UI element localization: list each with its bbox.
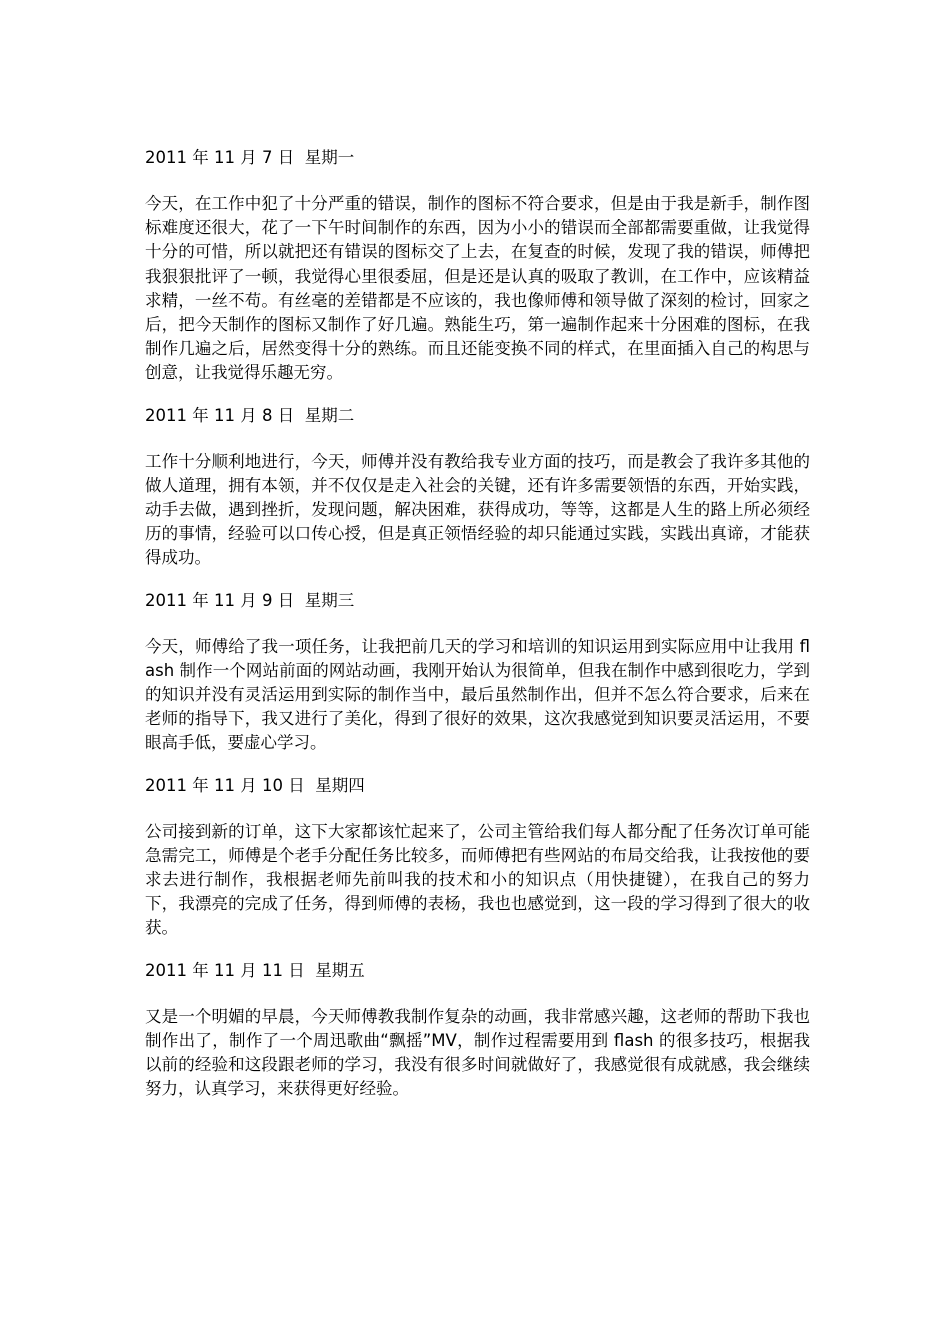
diary-entry-5: [145, 959, 810, 1102]
entry-text: 又是一个明媚的早晨，今天师傅教我制作复杂的动画，我非常感兴趣，这老师的帮助下我也制作出了，制作了一个周迅歌曲“飘摇”MV，制作过程需要用到 flash 的很多技巧，根据我以前的经验和这段跟老师的学习，我没有很多时间就做好了，我感觉很有成就感，我会继续努力，认真学习，来获得更好经验。: [145, 1006, 810, 1099]
entry-text: 今天，在工作中犯了十分严重的错误，制作的图标不符合要求，但是由于我是新手，制作图标难度还很大，花了一下午时间制作的东西，因为小小的错误而全部都需要重做，让我觉得十分的可惜，所以就把还有错误的图标交了上去，在复查的时候，发现了我的错误，师傅把我狠狠批评了一顿，我觉得心里很委屈，但是还是认真的吸取了教训，在工作中，应该精益求精，一丝不苟。有丝毫的差错都是不应该的，我也像师傅和领导做了深刻的检讨，回家之后，把今天制作的图标又制作了好几遍。熟能生巧，第一遍制作起来十分困难的图标，在我制作几遍之后，居然变得十分的熟练。而且还能变换不同的样式，在里面插入自己的构思与创意，让我觉得乐趣无穷。: [145, 194, 810, 383]
entry-date: 2011 年 11 月 7 日 星期一: [145, 148, 355, 167]
entry-date: 2011 年 11 月 9 日 星期三: [145, 590, 355, 610]
entry-text: 今天，师傅给了我一项任务，让我把前几天的学习和培训的知识运用到实际应用中让我用 flash 制作一个网站前面的网站动画，我刚开始认为很简单，但我在制作中感到很吃力，学到的知识并没有灵活运用到实际的制作当中，最后虽然制作出，但并不怎么符合要求，后来在老师的指导下，我又进行了美化，得到了很好的效果，这次我感觉到知识要灵活运用，不要眼高手低，要虚心学习。: [145, 636, 810, 753]
entry-date: 2011 年 11 月 8 日 星期二: [145, 405, 355, 425]
entry-text: 公司接到新的订单，这下大家都该忙起来了，公司主管给我们每人都分配了任务次订单可能急需完工，师傅是个老手分配任务比较多，而师傅把有些网站的布局交给我，让我按他的要求去进行制作，我根据老师先前叫我的技术和小的知识点（用快捷键），在我自己的努力下，我漂亮的完成了任务，得到师傅的表杨，我也也感觉到，这一段的学习得到了很大的收获。: [145, 821, 810, 938]
document-page: [145, 146, 810, 1119]
diary-entry-2: [145, 404, 810, 571]
entry-text: 工作十分顺利地进行，今天，师傅并没有教给我专业方面的技巧，而是教会了我许多其他的做人道理，拥有本领，并不仅仅是走入社会的关键，还有许多需要领悟的东西，开始实践，动手去做，遇到挫折，发现问题，解决困难，获得成功，等等，这都是人生的路上所必须经历的事情，经验可以口传心授，但是真正领悟经验的却只能通过实践，实践出真谛，才能获得成功。: [145, 451, 810, 568]
diary-entry-1: [145, 146, 810, 386]
diary-entry-4: [145, 774, 810, 941]
entry-date: 2011 年 11 月 10 日 星期四: [145, 775, 365, 795]
entry-date: 2011 年 11 月 11 日 星期五: [145, 960, 365, 980]
diary-entry-3: [145, 589, 810, 756]
